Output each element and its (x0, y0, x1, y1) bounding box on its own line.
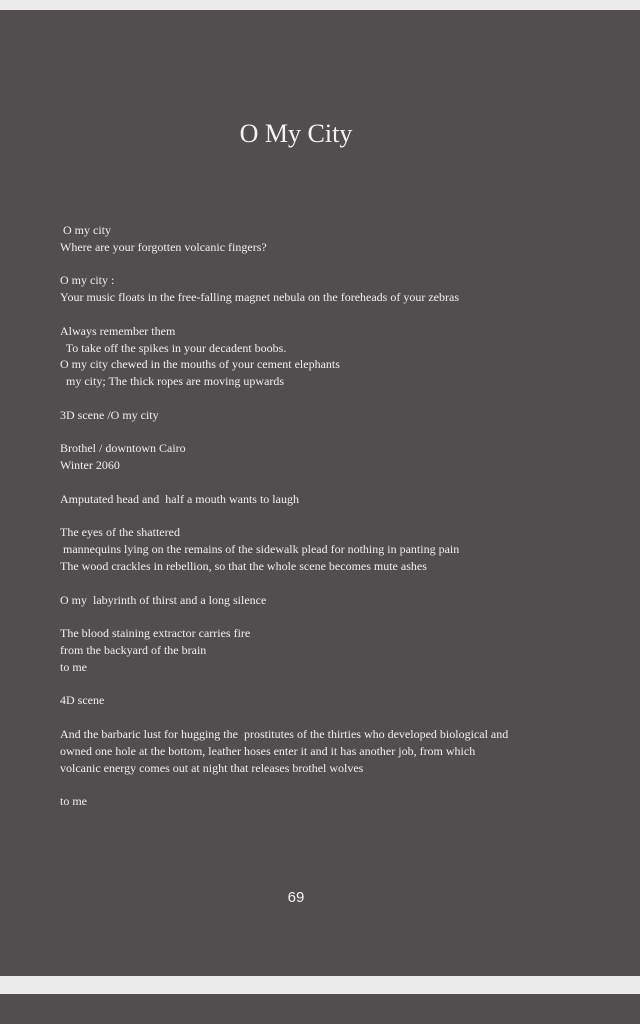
next-page-edge (0, 994, 640, 1024)
poem-line: And the barbaric lust for hugging the prostitutes of the thirties who developed biological and (60, 726, 509, 741)
poem-line: 3D scene /O my city (60, 407, 159, 422)
poem-line (60, 424, 620, 441)
poem-line: O my city chewed in the mouths of your cement elephants (60, 357, 340, 372)
poem-line: O my labyrinth of thirst and a long silence (60, 592, 267, 607)
poem-line (60, 474, 620, 491)
poem-line (60, 306, 620, 323)
poem-line: volcanic energy comes out at night that releases brothel wolves (60, 760, 364, 775)
poem-line (60, 390, 620, 407)
poem-line: my city; The thick ropes are moving upwards (60, 374, 285, 389)
page-number: 69 (287, 889, 305, 906)
poem-line (60, 608, 620, 625)
poem-line: Amputated head and half a mouth wants to laugh (60, 491, 299, 506)
poem-line: Where are your forgotten volcanic fingers? (60, 239, 267, 254)
poem-line: owned one hole at the bottom, leather hoses enter it and it has another job, from which (60, 743, 476, 758)
poem-line (60, 709, 620, 726)
poem-line (60, 676, 620, 693)
poem-line: mannequins lying on the remains of the sidewalk plead for nothing in panting pain (60, 542, 460, 557)
poem-line (60, 575, 620, 592)
poem-line: O my city (60, 223, 111, 237)
poem-line: from the backyard of the brain (60, 642, 207, 657)
poem-title: O My City (239, 119, 353, 148)
poem-line (60, 256, 620, 273)
document-page (0, 10, 640, 976)
poem-line (60, 508, 620, 525)
poem-line: The eyes of the shattered (60, 525, 180, 540)
poem-body (60, 222, 620, 810)
poem-line: 4D scene (60, 693, 105, 708)
poem-line: to me (60, 659, 87, 674)
poem-line: to me (60, 794, 87, 809)
poem-line: Winter 2060 (60, 458, 120, 473)
poem-line: To take off the spikes in your decadent boobs. (60, 340, 287, 355)
poem-line: Brothel / downtown Cairo (60, 441, 186, 456)
poem-line: Your music floats in the free-falling magnet nebula on the foreheads of your zebras (60, 290, 459, 305)
poem-line: O my city : (60, 273, 115, 288)
poem-line (60, 776, 620, 793)
poem-line: The blood staining extractor carries fire (60, 626, 251, 641)
poem-line: Always remember them (60, 323, 176, 338)
poem-line: The wood crackles in rebellion, so that the whole scene becomes mute ashes (60, 558, 427, 573)
